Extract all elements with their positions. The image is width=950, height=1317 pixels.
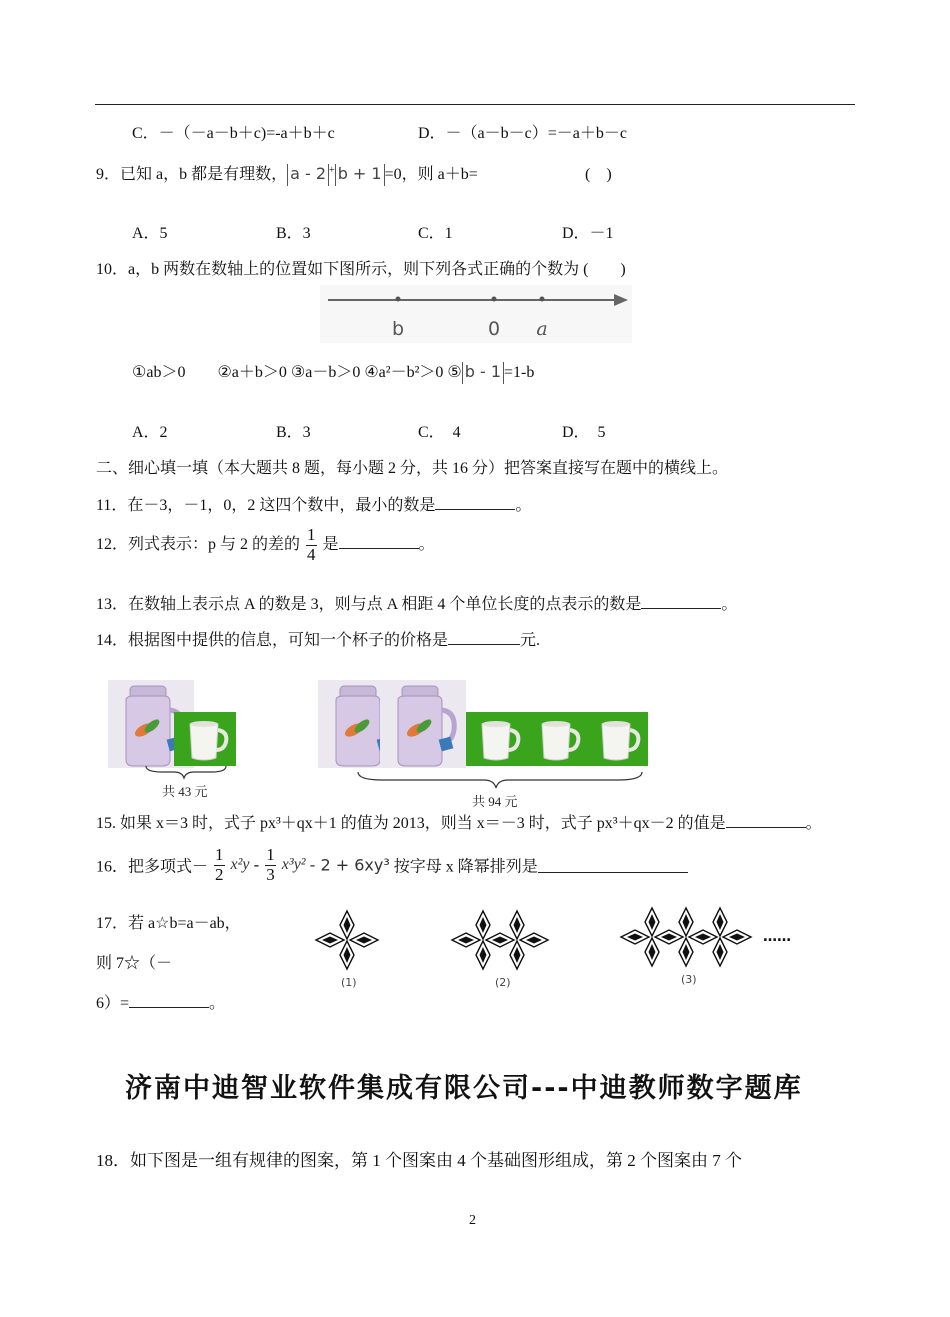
top-rule bbox=[95, 104, 855, 105]
q13 bbox=[96, 591, 737, 614]
q13-text: 13．在数轴上表示点 A 的数是 3，则与点 A 相距 4 个单位长度的点表示的数是 bbox=[96, 596, 642, 613]
cup-image bbox=[466, 712, 528, 766]
point-zero bbox=[492, 297, 497, 302]
q10-stem: 10．a，b 两数在数轴上的位置如下图所示，则下列各式正确的个数为 ( ) bbox=[96, 261, 626, 278]
fraction bbox=[265, 846, 276, 884]
axis-label-zero: 0 bbox=[487, 318, 501, 340]
answer-blank bbox=[448, 630, 520, 645]
axis-label-a: a bbox=[536, 318, 548, 340]
pattern-2 bbox=[452, 911, 548, 969]
q11-end: 。 bbox=[515, 497, 532, 514]
q14 bbox=[96, 627, 540, 650]
fraction-denominator: 2 bbox=[215, 864, 224, 884]
q10-option-d: D． 5 bbox=[562, 424, 606, 441]
answer-blank bbox=[641, 594, 721, 609]
q15-end: 。 bbox=[805, 815, 822, 832]
cup-image bbox=[526, 712, 588, 766]
answer-blank bbox=[435, 495, 515, 510]
point-a bbox=[540, 297, 545, 302]
answer-blank bbox=[538, 858, 688, 873]
q16-prefix: 16．把多项式－ bbox=[96, 858, 209, 876]
answer-blank bbox=[339, 534, 419, 549]
q9-option-a: A．5 bbox=[132, 225, 168, 242]
q12 bbox=[96, 526, 435, 564]
fraction-numerator: 1 bbox=[307, 525, 316, 544]
q11 bbox=[96, 492, 531, 515]
pattern-ellipsis: …… bbox=[763, 929, 791, 945]
axis-label-b: b bbox=[391, 318, 405, 340]
cup-image bbox=[586, 712, 648, 766]
q9-suffix: =0，则 a＋b= bbox=[384, 166, 478, 183]
number-line-bg bbox=[320, 285, 632, 343]
q15 bbox=[96, 810, 822, 833]
brace-2 bbox=[358, 772, 642, 788]
cup-image bbox=[174, 712, 236, 766]
point-b bbox=[396, 297, 401, 302]
q12-text: 12．列式表示：p 与 2 的差的 bbox=[96, 535, 301, 553]
q13-end: 。 bbox=[721, 596, 738, 613]
pattern-label-3: (3) bbox=[681, 973, 697, 986]
term-tail: - 2 + 6xy³ bbox=[309, 855, 390, 875]
q17-line-3-text: 6）= bbox=[96, 995, 130, 1012]
q18-stem: 18．如下图是一组有规律的图案，第 1 个图案由 4 个基础图形组成，第 2 个图案由 7 个 bbox=[96, 1151, 742, 1170]
q12-end: 。 bbox=[418, 535, 435, 553]
q16-suffix: 按字母 x 降幂排列是 bbox=[393, 858, 538, 876]
q10-items bbox=[132, 359, 534, 384]
q10-items-text: ①ab＞0 ②a＋b＞0 ③a－b＞0 ④a²－b²＞0 ⑤ bbox=[132, 364, 462, 381]
fraction bbox=[214, 846, 225, 884]
thermos-image bbox=[380, 680, 466, 768]
answer-blank bbox=[726, 813, 806, 828]
q10-option-c: C． 4 bbox=[418, 424, 461, 441]
q17-line-2: 则 7☆（－ bbox=[96, 955, 173, 972]
q17-line-3 bbox=[96, 990, 225, 1013]
section-2-heading: 二、细心填一填（本大题共 8 题，每小题 2 分，共 16 分）把答案直接写在题中的横线上。 bbox=[96, 460, 729, 477]
pattern-label-2: (2) bbox=[495, 976, 511, 989]
q10-option-b: B．3 bbox=[276, 424, 311, 441]
q9-option-c: C．1 bbox=[418, 225, 453, 242]
term-x2y: x²y bbox=[230, 856, 250, 874]
fraction-numerator: 1 bbox=[215, 845, 224, 864]
q9-plus: + bbox=[329, 165, 335, 176]
q16 bbox=[96, 846, 688, 884]
q12-mid: 是 bbox=[322, 535, 339, 553]
q9-option-b: B．3 bbox=[276, 225, 311, 242]
q9-stem bbox=[96, 161, 478, 186]
number-line-figure bbox=[320, 285, 632, 343]
q10-item5-abs: b - 1 bbox=[464, 362, 502, 381]
q8-option-d: D．－（a－b－c）=－a＋b－c bbox=[418, 125, 627, 142]
q9-abs1: a - 2 bbox=[290, 164, 327, 183]
pattern-figure bbox=[305, 905, 805, 995]
q17-end: 。 bbox=[209, 995, 226, 1012]
answer-blank bbox=[129, 993, 209, 1008]
term-x3y2: x³y² bbox=[281, 856, 306, 874]
q14-end: 元. bbox=[520, 632, 541, 649]
company-banner: 济南中迪智业软件集成有限公司---中迪教师数字题库 bbox=[125, 1073, 803, 1104]
q10-item5-tail: =1-b bbox=[504, 364, 535, 381]
q10-option-a: A．2 bbox=[132, 424, 168, 441]
fraction-denominator: 3 bbox=[266, 864, 275, 884]
fraction-numerator: 1 bbox=[266, 845, 275, 864]
caption-43: 共 43 元 bbox=[162, 784, 208, 799]
fraction-denominator: 4 bbox=[307, 544, 316, 564]
q8-option-c: C．－（－a－b＋c)=-a＋b＋c bbox=[132, 125, 335, 142]
caption-94: 共 94 元 bbox=[472, 794, 518, 809]
pattern-3 bbox=[621, 908, 751, 966]
q14-text: 14．根据图中提供的信息，可知一个杯子的价格是 bbox=[96, 632, 449, 649]
pattern-label-1: (1) bbox=[341, 976, 357, 989]
q17-line-1: 17．若 a☆b=a－ab， bbox=[96, 915, 241, 932]
q9-abs2: b + 1 bbox=[337, 164, 382, 183]
minus-sign: - bbox=[253, 855, 260, 875]
page-number: 2 bbox=[469, 1213, 476, 1228]
q11-text: 11．在－3，－1，0，2 这四个数中，最小的数是 bbox=[96, 497, 436, 514]
q15-text: 15. 如果 x＝3 时，式子 px³＋qx＋1 的值为 2013，则当 x＝－3 时，式子 px³＋qx－2 的值是 bbox=[96, 815, 726, 832]
q9-answer-paren: ( ) bbox=[585, 166, 612, 183]
fraction bbox=[306, 526, 317, 564]
pattern-1 bbox=[316, 911, 378, 969]
q9-option-d: D．－1 bbox=[562, 225, 614, 242]
q9-prefix: 9．已知 a，b 都是有理数， bbox=[96, 166, 288, 183]
